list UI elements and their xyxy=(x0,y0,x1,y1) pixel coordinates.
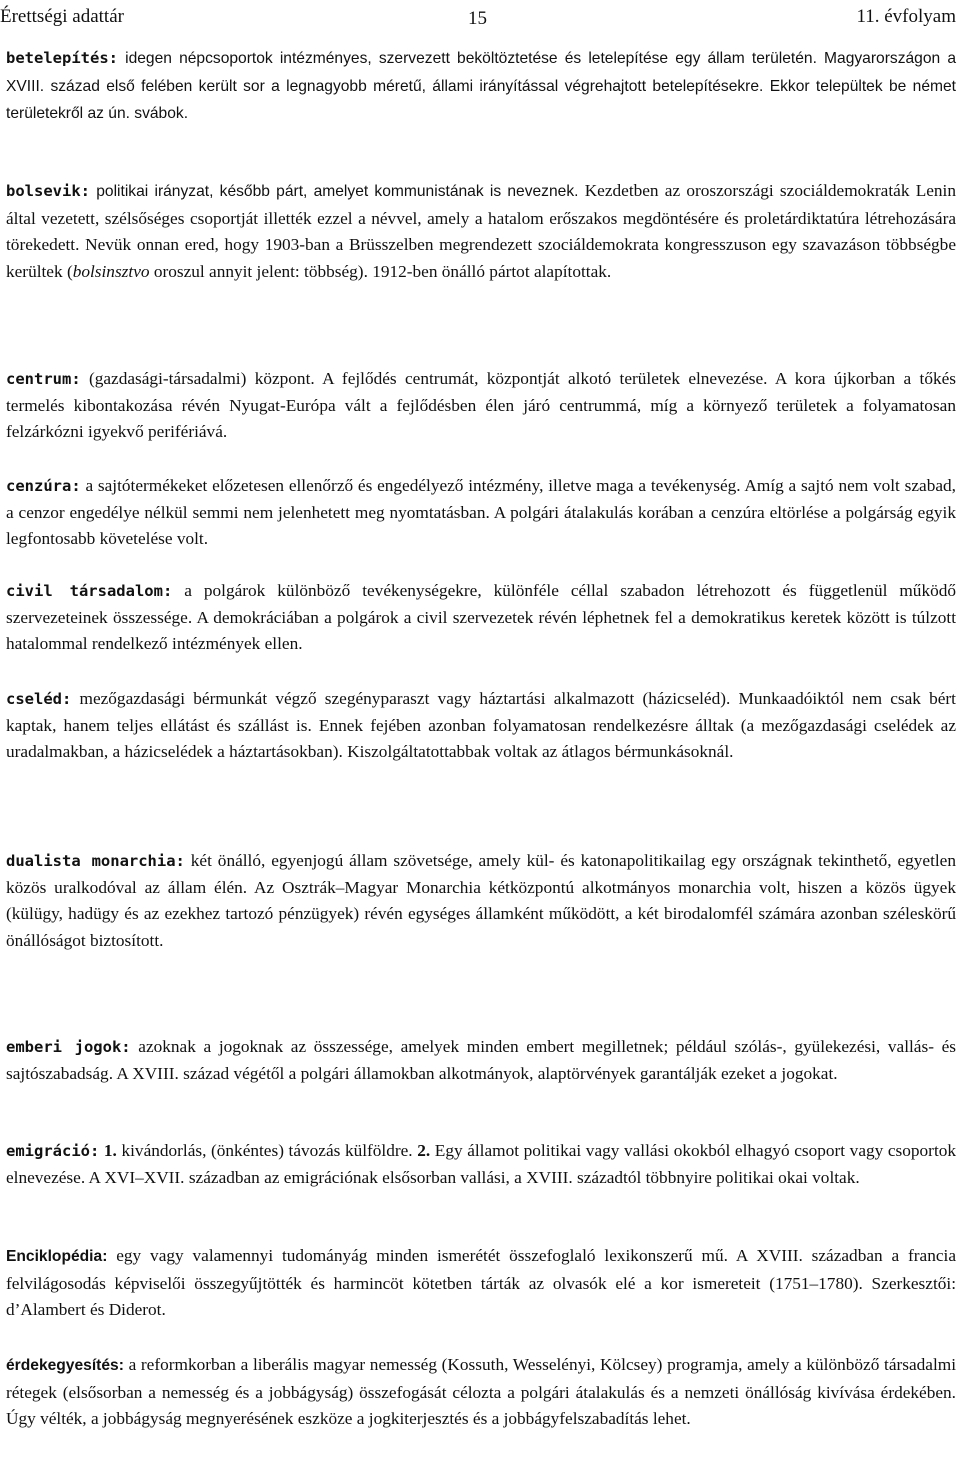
entry-centrum xyxy=(6,366,956,446)
entry-term: cenzúra: xyxy=(6,477,81,495)
entry-definition: a sajtótermékeket előzetesen ellenőrző és engedélyező intézmény, illetve maga a tevékenység. Amíg a sajtó nem volt szabad, a cenzor engedélye nélkül semmi nem jelenhetett meg nyomtatásban. A polgári átalakulás korában a cenzúra eltörlése a polgárság egyik legfontosabb követelése volt. xyxy=(6,476,956,549)
entry-definition: két önálló, egyenjogú állam szövetsége, amely kül- és katonapolitikailag egy országnak tekinthető, egyetlen közös uralkodóval az állam élén. Az Osztrák–Magyar Monarchia kétközpontú alkotmányos monarchia volt, hiszen a közös ügyek (külügy, hadügy és az ezekhez tartozó pénzügyek) révén egységes államként működött, a két birodalomfél számára azonban széleskörű önállóságot biztosított. xyxy=(6,851,956,950)
entry-definition: (gazdasági-társadalmi) központ. A fejlődés centrumát, központját alkotó területek elnevezése. A kora újkorban a tőkés termelés kibontakozása révén Nyugat-Európa vált a fejlődésben élen járó centrummá, míg a környező területek a folyamatosan felzárkózni igyekvő perifériává. xyxy=(6,369,956,442)
entry-number: 2. xyxy=(412,1141,431,1160)
entry-term: dualista monarchia: xyxy=(6,852,185,870)
header-title: Érettségi adattár xyxy=(0,6,124,27)
entry-civil xyxy=(6,578,956,658)
entry-cenzura xyxy=(6,473,956,553)
entry-definition: a reformkorban a liberális magyar nemesség (Kossuth, Wesselényi, Kölcsey) programja, amely a különböző társadalmi rétegek (elsősorban a nemesség és a jobbágyság) összefogását célozta a polgári átalakulás és a nemzeti önállóság kivívása érdekében. Úgy vélték, a jobbágyság megnyerésének eszköze a jogkiterjesztés és a jobbágyfelszabadítás lehet. xyxy=(6,1355,956,1429)
entry-emigracio xyxy=(6,1138,956,1191)
entry-enciklopedia xyxy=(6,1243,956,1324)
entry-definition: mezőgazdasági bérmunkát végző szegényparaszt vagy háztartási alkalmazott (házicseléd). Munkaadóiktól nem csak bért kaptak, hanem teljes ellátást és szállást is. Ennek fejében azonban folyamatosan rendelkezésre álltak (a mezőgazdasági cselédek az uradalmakban, a házicselédek a háztartásokban). Kiszolgáltatottabbak voltak az átlagos bérmunkásoknál. xyxy=(6,689,956,762)
entry-definition: kivándorlás, (önkéntes) távozás külföldre. xyxy=(116,1141,413,1160)
entry-definition: egy vagy valamennyi tudományág minden ismerétét összefoglaló lexikonszerű mű. A XVIII. században a francia felvilágosodás képviselői összegyűjtötték és harmincöt kötetben tárták az olvasók elé a kor ismereteit (1751–1780). Szerkesztői: d’Alambert és Diderot. xyxy=(6,1246,956,1320)
page-number: 15 xyxy=(468,8,487,29)
page-header xyxy=(0,6,956,28)
entry-term: emberi jogok: xyxy=(6,1038,131,1056)
entry-term: bolsevik: xyxy=(6,182,90,200)
entry-dualista xyxy=(6,848,956,954)
entry-term: Enciklopédia: xyxy=(6,1248,108,1265)
entry-term: emigráció: xyxy=(6,1142,100,1160)
entry-term: civil társadalom: xyxy=(6,582,173,600)
entry-emberi-jogok xyxy=(6,1034,956,1087)
entry-definition: Kezdetben az oroszországi szociáldemokraták Lenin által vezetett, szélsőséges csoportját illették ezzel a névvel, amely a hatalom erőszakos megdöntésére és proletárdiktatúra létrehozására törekedett. Nevük onnan ered, hogy 1903-ban a Brüsszelben megrendezett szociáldemokrata kongresszuson egy szavazáson többségbe kerültek ( xyxy=(6,181,957,281)
entry-italic-term: bolsinsztvo xyxy=(72,261,150,281)
entry-number: 1. xyxy=(99,1141,117,1160)
entry-cseled xyxy=(6,686,956,766)
entry-definition: Egy államot politikai vagy vallási okokból elhagyó csoport vagy csoportok elnevezése. A XVI–XVII. században az emigrációnak elsősorban vallási, a XVIII. századtól többnyire politikai okai voltak. xyxy=(6,1141,957,1187)
entry-term: cseléd: xyxy=(6,690,72,708)
entry-definition: a polgárok különböző tevékenységekre, különféle céllal szabadon létrehozott és függetlenül működő szervezeteinek összessége. A demokráciában a polgárok a civil szervezetek révén léphetnek fel a demokratikus keretek között is túlzott hatalommal rendelkező intézmények ellen. xyxy=(6,581,957,654)
entry-betelepites xyxy=(6,45,956,128)
entry-definition: azoknak a jogoknak az összessége, amelyek minden embert megilletnek; például szólás-, gyülekezési, vallás- és sajtószabadság. A XVIII. század végétől a polgári államokban alkotmányok, alaptörvények garantálják ezeket a jogokat. xyxy=(6,1037,956,1083)
entry-erdekegyesites xyxy=(6,1352,956,1433)
entry-term: betelepítés: xyxy=(6,49,118,67)
entry-bolsevik xyxy=(6,178,956,285)
entry-definition-lead: politikai irányzat, később párt, amelyet kommunistának is neveznek. xyxy=(90,183,579,200)
entry-definition-tail: oroszul annyit jelent: többség). 1912-ben önálló pártot alapítottak. xyxy=(149,261,612,281)
header-grade: 11. évfolyam xyxy=(856,6,956,27)
entry-term: érdekegyesítés: xyxy=(6,1357,124,1374)
entry-term: centrum: xyxy=(6,370,81,388)
entry-definition: idegen népcsoportok intézményes, szervezett beköltöztetése és letelepítése egy állam területén. Magyarországon a XVIII. század első felében került sor a legnagyobb méretű, állami irányítással végrehajtott betelepítésekre. Ekkor települtek be német területekről az ún. svábok. xyxy=(6,50,956,123)
